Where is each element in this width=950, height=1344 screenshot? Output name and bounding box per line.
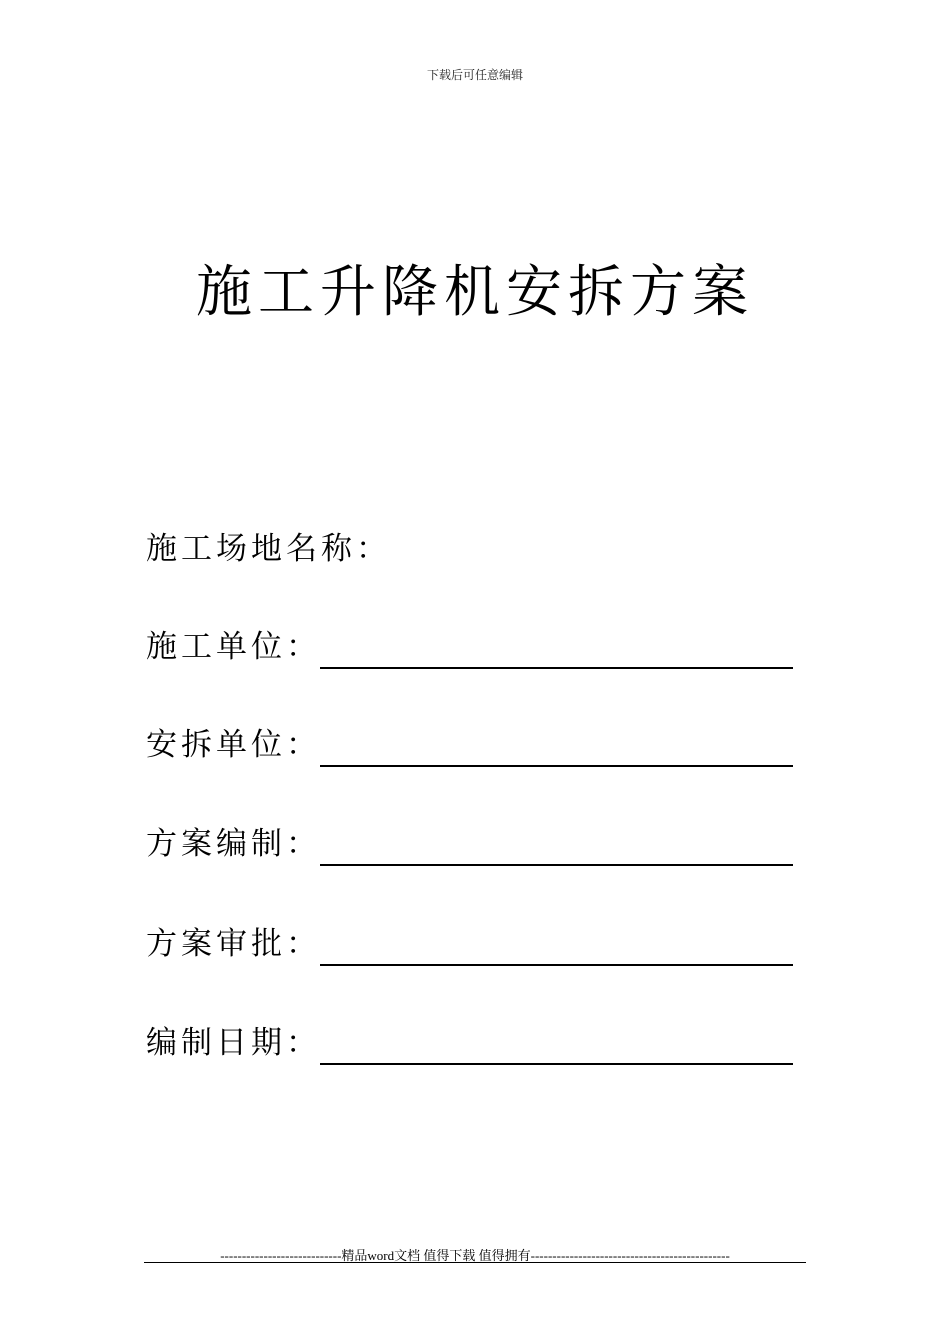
field-label-construction-unit: 施工单位：: [146, 629, 321, 665]
blank-line-date: [320, 1063, 793, 1065]
field-plan-approval: [146, 922, 796, 970]
footer-rule: [144, 1262, 806, 1263]
field-label-install-unit: 安拆单位：: [146, 727, 321, 763]
field-site-name: [146, 527, 796, 575]
field-date: [146, 1021, 796, 1069]
field-construction-unit: [146, 625, 796, 673]
field-install-unit: [146, 723, 796, 771]
field-label-site-name: 施工场地名称：: [146, 531, 391, 567]
field-plan-author: [146, 822, 796, 870]
field-label-plan-author: 方案编制：: [146, 826, 321, 862]
field-label-plan-approval: 方案审批：: [146, 926, 321, 962]
header-note: 下载后可任意编辑: [426, 68, 523, 82]
blank-line-plan-approval: [320, 964, 793, 966]
field-label-date: 编制日期：: [146, 1025, 321, 1061]
blank-line-plan-author: [320, 864, 793, 866]
footer-text: ----------------------------精品word文档 值得下载 值得拥有----------------------------------------------: [220, 1248, 730, 1263]
document-title: 施工升降机安拆方案: [196, 260, 754, 325]
blank-line-install-unit: [320, 765, 793, 767]
blank-line-construction-unit: [320, 667, 793, 669]
